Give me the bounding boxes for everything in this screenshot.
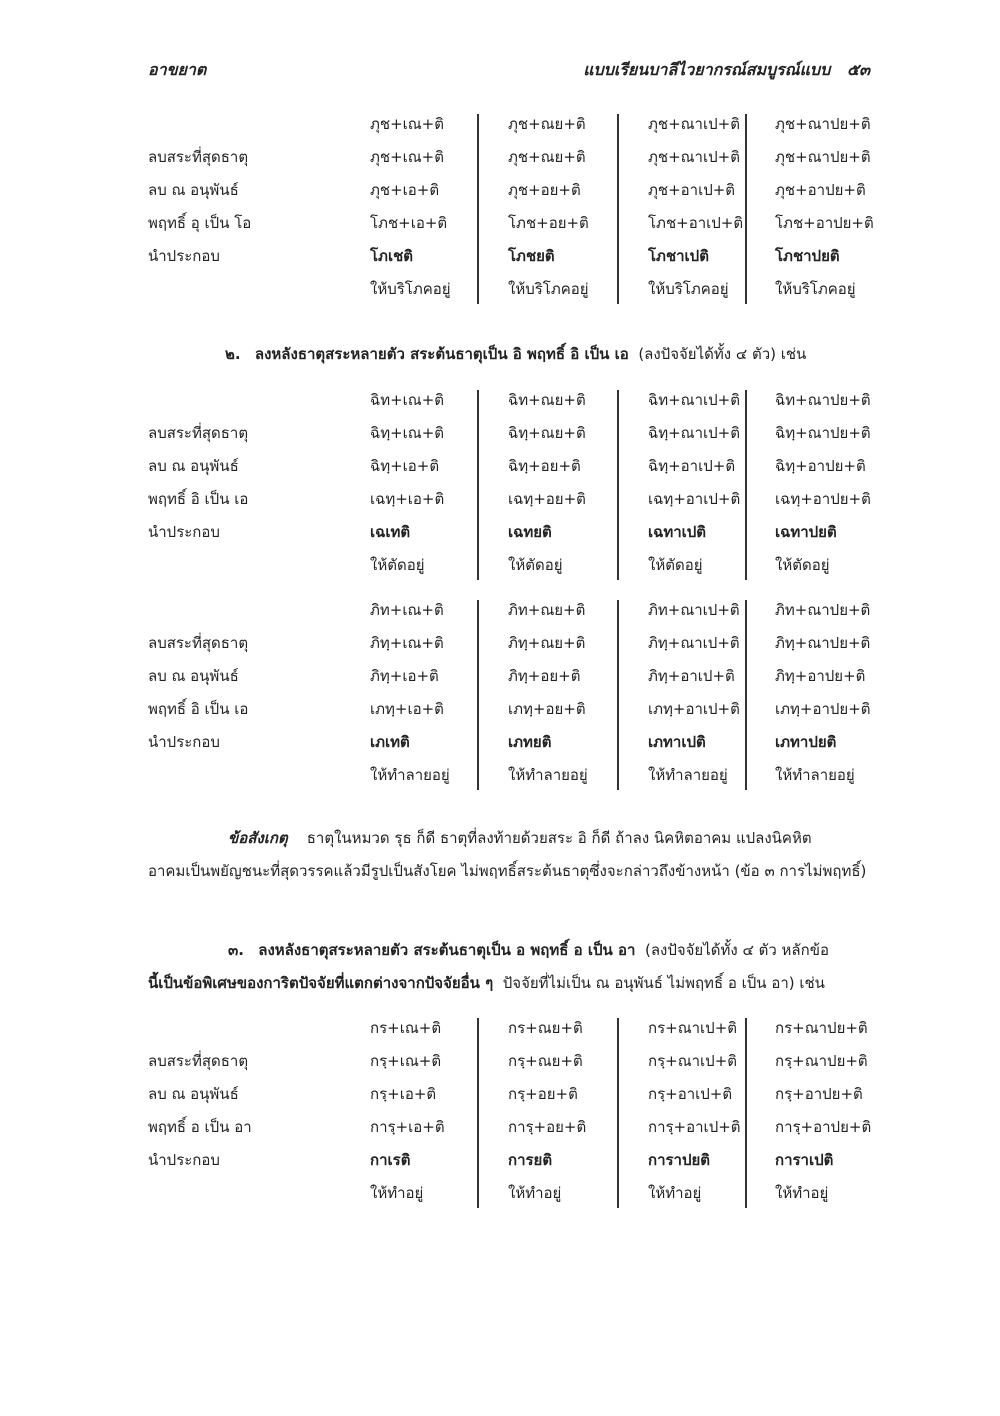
row-label: นำประกอบ (148, 733, 220, 751)
note-line-1: ธาตุในหมวด รุธ ก็ดี ธาตุที่ลงท้ายด้วยสระ อิ ก็ดี ถ้าลง นิคหิตอาคม แปลงนิคหิต (306, 829, 812, 847)
table-cell: ภิทฺ+ณย+ติ (508, 634, 586, 652)
table-cell: ภุช+ณาเป+ติ (648, 115, 740, 133)
result-form: โภชาปยติ (775, 247, 840, 265)
result-form: เฉทาเปติ (648, 523, 707, 541)
result-form: กาเรติ (370, 1151, 411, 1169)
table-cell: ภุช+ณาปย+ติ (775, 115, 871, 133)
result-form: โภชยติ (508, 247, 555, 265)
result-form: การาเปติ (775, 1151, 834, 1169)
table-cell: ฉิท+ณาปย+ติ (775, 391, 871, 409)
page-number: ๕๓ (846, 60, 870, 79)
table-cell: กรฺ+ณาปย+ติ (775, 1052, 868, 1070)
table-cell: โภช+อย+ติ (508, 214, 589, 232)
table-cell: ภิทฺ+อาปย+ติ (775, 667, 866, 685)
meaning: ให้ทำอยู่ (648, 1184, 702, 1202)
table-cell: ภุช+อาเป+ติ (648, 181, 736, 199)
row-label: ลบสระที่สุดธาตุ (148, 148, 249, 166)
section-note: (ลงปัจจัยได้ทั้ง ๔ ตัว) เช่น (638, 345, 807, 363)
table-cell: ภิทฺ+อย+ติ (508, 667, 581, 685)
table-cell: กรฺ+อาเป+ติ (648, 1085, 733, 1103)
table-cell: เภทฺ+อาปย+ติ (775, 700, 871, 718)
table-cell: ภุช+อย+ติ (508, 181, 581, 199)
table-cell: เภทฺ+อาเป+ติ (648, 700, 740, 718)
table-cell: ฉิท+ณย+ติ (508, 391, 586, 409)
meaning: ให้ตัดอยู่ (648, 556, 703, 574)
row-label: ลบสระที่สุดธาตุ (148, 634, 249, 652)
table-cell: การฺ+อย+ติ (508, 1118, 587, 1136)
table-cell: เฉทฺ+อาเป+ติ (648, 490, 741, 508)
row-label: ลบ ณ อนุพันธ์ (148, 181, 239, 199)
meaning: ให้ทำอยู่ (508, 1184, 562, 1202)
row-label: ลบสระที่สุดธาตุ (148, 424, 249, 442)
book-title: แบบเรียนบาลีไวยากรณ์สมบูรณ์แบบ (583, 60, 831, 79)
row-label: พฤทธิ์ อุ เป็น โอ (148, 214, 252, 232)
table-cell: ฉิทฺ+อย+ติ (508, 457, 581, 475)
result-form: เภทาปยติ (775, 733, 837, 751)
table-cell: ฉิท+ณาเป+ติ (648, 391, 740, 409)
table-cell: ฉิทฺ+เอ+ติ (370, 457, 440, 475)
table-cell: ภุช+ณาเป+ติ (648, 148, 740, 166)
meaning: ให้ทำลายอยู่ (648, 766, 728, 784)
meaning: ให้ตัดอยู่ (508, 556, 563, 574)
table-cell: ภิทฺ+เอ+ติ (370, 667, 439, 685)
table-cell: ภิท+ณาปย+ติ (775, 601, 871, 619)
result-form: เฉเทติ (370, 523, 411, 541)
table-cell: ภิทฺ+ณาปย+ติ (775, 634, 871, 652)
table-cell: เฉทฺ+อาปย+ติ (775, 490, 871, 508)
table-cell: ภิทฺ+เณ+ติ (370, 634, 444, 652)
table-cell: โภช+อาเป+ติ (648, 214, 744, 232)
table-cell: ภุช+ณาปย+ติ (775, 148, 871, 166)
result-form: เฉทยติ (508, 523, 552, 541)
table-cell: เฉทฺ+เอ+ติ (370, 490, 445, 508)
row-label: นำประกอบ (148, 1151, 220, 1169)
table-cell: ภุช+เณ+ติ (370, 115, 444, 133)
table-cell: ภิทฺ+อาเป+ติ (648, 667, 735, 685)
table-cell: เภทฺ+อย+ติ (508, 700, 586, 718)
table-cell: โภช+เอ+ติ (370, 214, 448, 232)
meaning: ให้ทำลายอยู่ (775, 766, 855, 784)
section-note: (ลงปัจจัยได้ทั้ง ๔ ตัว หลักข้อ (644, 941, 829, 959)
section-number: ๓. (228, 941, 244, 959)
table-cell: ฉิทฺ+อาเป+ติ (648, 457, 736, 475)
meaning: ให้ทำอยู่ (775, 1184, 829, 1202)
meaning: ให้บริโภคอยู่ (775, 280, 856, 298)
table-cell: ภิท+เณ+ติ (370, 601, 444, 619)
row-label: พฤทธิ์ อิ เป็น เอ (148, 700, 249, 718)
row-label: ลบ ณ อนุพันธ์ (148, 457, 239, 475)
table-cell: กร+ณาปย+ติ (775, 1019, 868, 1037)
table-cell: กรฺ+อย+ติ (508, 1085, 578, 1103)
result-form: การาปยติ (648, 1151, 711, 1169)
section-title: ลงหลังธาตุสระหลายตัว สระต้นธาตุเป็น อ พฤทธิ์ อ เป็น อา (258, 941, 636, 959)
meaning: ให้บริโภคอยู่ (508, 280, 589, 298)
result-form: โภเชติ (370, 247, 413, 265)
table-cell: ภุช+ณย+ติ (508, 115, 586, 133)
result-form: การยติ (508, 1151, 553, 1169)
table-cell: การฺ+เอ+ติ (370, 1118, 445, 1136)
table-cell: กรฺ+ณย+ติ (508, 1052, 583, 1070)
result-form: เภทาเปติ (648, 733, 706, 751)
row-label: ลบ ณ อนุพันธ์ (148, 667, 239, 685)
table-cell: กรฺ+เอ+ติ (370, 1085, 437, 1103)
table-cell: ฉิทฺ+ณย+ติ (508, 424, 586, 442)
table-cell: ภิท+ณาเป+ติ (648, 601, 740, 619)
section-3-heading (148, 934, 876, 1000)
meaning: ให้บริโภคอยู่ (648, 280, 729, 298)
row-label: พฤทธิ์ อิ เป็น เอ (148, 490, 249, 508)
result-form: เภทยติ (508, 733, 552, 751)
table-cell: โภช+อาปย+ติ (775, 214, 874, 232)
table-cell: กร+ณย+ติ (508, 1019, 583, 1037)
note-line-2: อาคมเป็นพยัญชนะที่สุดวรรคแล้วมีรูปเป็นสังโยค ไม่พฤทธิ์สระต้นธาตุซึ่งจะกล่าวถึงข้างหน้า (ข้อ ๓ การไม่พฤทธิ์) (148, 862, 867, 880)
table-cell: ฉิทฺ+อาปย+ติ (775, 457, 866, 475)
table-cell: ฉิท+เณ+ติ (370, 391, 445, 409)
result-form: เฉทาปยติ (775, 523, 837, 541)
table-cell: ภุช+เอ+ติ (370, 181, 440, 199)
table-cell: ภิท+ณย+ติ (508, 601, 586, 619)
table-cell: กร+ณาเป+ติ (648, 1019, 738, 1037)
result-form: เภเทติ (370, 733, 410, 751)
table-cell: เภทฺ+เอ+ติ (370, 700, 444, 718)
running-header-right (583, 58, 870, 83)
table-cell: ฉิทฺ+เณ+ติ (370, 424, 445, 442)
meaning: ให้ตัดอยู่ (775, 556, 830, 574)
meaning: ให้ตัดอยู่ (370, 556, 425, 574)
meaning: ให้ทำอยู่ (370, 1184, 424, 1202)
meaning: ให้ทำลายอยู่ (508, 766, 588, 784)
row-label: ลบสระที่สุดธาตุ (148, 1052, 249, 1070)
meaning: ให้ทำลายอยู่ (370, 766, 450, 784)
table-cell: กร+เณ+ติ (370, 1019, 442, 1037)
table-cell: กรฺ+ณาเป+ติ (648, 1052, 738, 1070)
row-label: นำประกอบ (148, 247, 220, 265)
table-cell: ภิทฺ+ณาเป+ติ (648, 634, 740, 652)
note-title: ข้อสังเกตุ (228, 829, 288, 847)
result-form: โภชาเปติ (648, 247, 709, 265)
table-cell: ภุช+ณย+ติ (508, 148, 586, 166)
row-label: นำประกอบ (148, 523, 220, 541)
table-cell: เฉทฺ+อย+ติ (508, 490, 586, 508)
section-number: ๒. (225, 345, 241, 363)
section-line-2-bold: นี้เป็นข้อพิเศษของการิตปัจจัยที่แตกต่างจากปัจจัยอื่น ๆ (148, 974, 494, 992)
section-title: ลงหลังธาตุสระหลายตัว สระต้นธาตุเป็น อิ พฤทธิ์ อิ เป็น เอ (254, 345, 629, 363)
table-cell: การฺ+อาเป+ติ (648, 1118, 741, 1136)
observation-note (148, 822, 876, 888)
table-cell: ฉิทฺ+ณาปย+ติ (775, 424, 871, 442)
meaning: ให้บริโภคอยู่ (370, 280, 451, 298)
row-label: พฤทธิ์ อ เป็น อา (148, 1118, 252, 1136)
section-2-heading (225, 342, 806, 366)
table-cell: การฺ+อาปย+ติ (775, 1118, 872, 1136)
section-line-2-rest: ปัจจัยที่ไม่เป็น ณ อนุพันธ์ ไม่พฤทธิ์ อ เป็น อา) เช่น (502, 974, 825, 992)
table-cell: ฉิทฺ+ณาเป+ติ (648, 424, 740, 442)
table-cell: กรฺ+อาปย+ติ (775, 1085, 863, 1103)
table-cell: กรฺ+เณ+ติ (370, 1052, 442, 1070)
running-header-left: อาขยาต (148, 60, 207, 79)
table-cell: ภุช+เณ+ติ (370, 148, 444, 166)
row-label: ลบ ณ อนุพันธ์ (148, 1085, 239, 1103)
table-cell: ภุช+อาปย+ติ (775, 181, 866, 199)
